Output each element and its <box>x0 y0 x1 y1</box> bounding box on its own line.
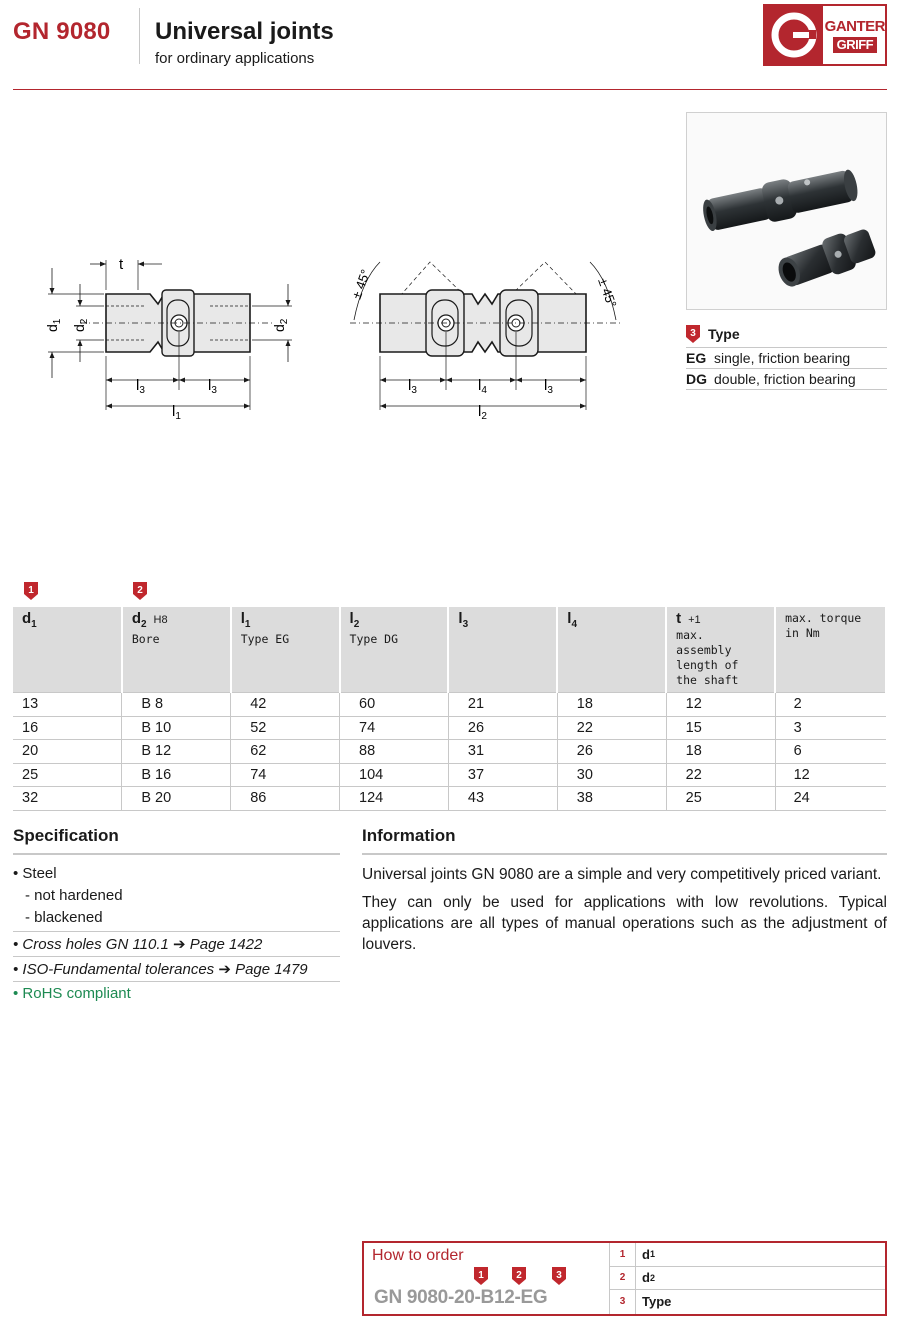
dim-l2: l <box>478 403 482 420</box>
table-row <box>13 693 886 717</box>
dim-l3-right: l <box>208 377 212 394</box>
cell: 74 <box>340 716 449 740</box>
cell: 31 <box>448 740 557 764</box>
dim-angle-right: ± 45° <box>595 275 620 310</box>
ganter-logo <box>763 4 887 66</box>
order-row-3 <box>610 1290 885 1314</box>
cell: 6 <box>775 740 886 764</box>
cell: 74 <box>231 763 340 787</box>
type-text-dg: double, friction bearing <box>714 371 856 387</box>
header <box>13 0 887 90</box>
order-row-number: 1 <box>610 1243 636 1266</box>
order-row-number: 2 <box>610 1267 636 1290</box>
cell: 12 <box>775 763 886 787</box>
cell: 42 <box>231 693 340 717</box>
svg-text:3: 3 <box>690 328 696 339</box>
cell: B 8 <box>122 693 231 717</box>
header-l4: $l_4$ <box>557 607 666 693</box>
order-row-label: Type <box>642 1294 672 1310</box>
svg-text:d1 <box>44 318 63 332</box>
cell: 43 <box>448 787 557 811</box>
order-marker-2-icon <box>512 1267 526 1285</box>
information-title: Information <box>362 826 887 855</box>
page-title: Universal joints <box>155 18 334 45</box>
type-heading-label: Type <box>708 326 740 342</box>
cell: 88 <box>340 740 449 764</box>
svg-text:1: 1 <box>28 585 34 596</box>
cell: 52 <box>231 716 340 740</box>
cell: 22 <box>557 716 666 740</box>
spec-tolerances-link[interactable]: • ISO-Fundamental tolerances ➔ Page 1479 <box>13 957 340 982</box>
order-code-example: GN 9080-20-B12-EG <box>374 1287 548 1308</box>
type-code-dg: DG <box>686 371 707 387</box>
header-d2: $d_2$ H8 Bore <box>122 607 231 693</box>
header-divider <box>139 8 140 64</box>
dim-double-l4: l <box>478 377 482 394</box>
cell: 25 <box>13 763 122 787</box>
order-row-label: d 1 <box>642 1246 655 1262</box>
spec-cross-holes-link[interactable]: • Cross holes GN 110.1 ➔ Page 1422 <box>13 932 340 957</box>
cell: 16 <box>13 716 122 740</box>
svg-text:1: 1 <box>478 1270 484 1281</box>
type-legend-heading <box>686 325 887 348</box>
spec-material-sub1: - not hardened <box>25 887 123 904</box>
information-section <box>362 826 887 955</box>
cell: 2 <box>775 693 886 717</box>
cell: 37 <box>448 763 557 787</box>
page-subtitle: for ordinary applications <box>155 50 315 67</box>
spec-material-sub2: - blackened <box>25 909 103 926</box>
table-column-markers <box>13 580 887 604</box>
logo-mark-icon <box>765 6 823 64</box>
logo-line2: GRIFF <box>833 37 878 53</box>
drawing-single-joint <box>40 250 300 430</box>
header-d1: $d_1$ <box>13 607 122 693</box>
logo-line1: GANTER <box>824 17 885 35</box>
table-row <box>13 787 886 811</box>
dim-d2-right-sub: 2 <box>279 318 290 325</box>
cell: 30 <box>557 763 666 787</box>
cell: 21 <box>448 693 557 717</box>
information-paragraph-1: Universal joints GN 9080 are a simple and very competitively priced variant. <box>362 866 882 883</box>
type-row-dg <box>686 369 887 390</box>
drawing-double-joint <box>340 250 630 430</box>
cell: 20 <box>13 740 122 764</box>
specification-title: Specification <box>13 826 340 855</box>
dim-d1-sub: 1 <box>52 318 63 325</box>
svg-text:2: 2 <box>137 585 143 596</box>
dim-l3-left-sub: 3 <box>139 385 145 396</box>
dim-d2-right: d <box>271 324 287 332</box>
order-row-1 <box>610 1243 885 1267</box>
table-row <box>13 740 886 764</box>
marker-2-icon <box>133 582 147 600</box>
dim-double-l4-sub: 4 <box>481 385 487 396</box>
order-title: How to order <box>372 1247 464 1264</box>
svg-text:2: 2 <box>516 1270 522 1281</box>
svg-text:3: 3 <box>556 1270 562 1281</box>
cell: 38 <box>557 787 666 811</box>
spec-rohs: • RoHS compliant <box>13 985 131 1002</box>
cell: 32 <box>13 787 122 811</box>
cell: 60 <box>340 693 449 717</box>
dim-double-l3-right: l <box>544 377 548 394</box>
dim-double-l3-left-sub: 3 <box>411 385 417 396</box>
spec-material <box>13 855 340 932</box>
table-header-row <box>13 607 886 693</box>
dim-d2-left: d <box>71 324 87 332</box>
marker-1-icon <box>24 582 38 600</box>
header-torque: max. torque in Nm <box>775 607 886 693</box>
cell: 26 <box>557 740 666 764</box>
header-t: t +1 max. assembly length of the shaft <box>666 607 775 693</box>
dim-d1: d <box>44 324 60 332</box>
svg-text:d2 <box>71 318 90 332</box>
type-text-eg: single, friction bearing <box>714 350 851 366</box>
dimensions-table <box>13 607 887 811</box>
cell: B 10 <box>122 716 231 740</box>
dim-double-l3-left: l <box>408 377 412 394</box>
cell: 3 <box>775 716 886 740</box>
information-paragraph-2: They can only be used for applications with low revolutions. Typical applications are all types of manual operations such as the adjustment of louvers. <box>362 894 887 953</box>
table-row <box>13 763 886 787</box>
order-marker-3-icon <box>552 1267 566 1285</box>
cell: 18 <box>557 693 666 717</box>
svg-text:d2 <box>271 318 290 332</box>
product-code: GN 9080 <box>13 18 111 45</box>
dim-angle-left: ± 45° <box>348 267 374 302</box>
header-l2: $l_2$ Type DG <box>340 607 449 693</box>
how-to-order-box <box>362 1241 887 1316</box>
cell: 104 <box>340 763 449 787</box>
dim-l3-left: l <box>136 377 140 394</box>
cell: 86 <box>231 787 340 811</box>
cell: 24 <box>775 787 886 811</box>
product-photo <box>686 112 887 310</box>
cell: 26 <box>448 716 557 740</box>
type-row-eg <box>686 348 887 369</box>
cell: B 12 <box>122 740 231 764</box>
table-row <box>13 716 886 740</box>
dim-l3-right-sub: 3 <box>211 385 217 396</box>
cell: 13 <box>13 693 122 717</box>
cell: B 20 <box>122 787 231 811</box>
cell: 18 <box>666 740 775 764</box>
cell: 22 <box>666 763 775 787</box>
dim-l1: l <box>172 403 176 420</box>
cell: 62 <box>231 740 340 764</box>
spec-material-label: • Steel <box>13 865 57 882</box>
dim-double-l3-right-sub: 3 <box>547 385 553 396</box>
cell: 124 <box>340 787 449 811</box>
dim-t: t <box>119 256 124 273</box>
order-row-2 <box>610 1267 885 1291</box>
cell: B 16 <box>122 763 231 787</box>
dim-l2-sub: 2 <box>481 411 487 422</box>
cell: 15 <box>666 716 775 740</box>
marker-3-icon <box>686 325 700 343</box>
type-code-eg: EG <box>686 350 707 366</box>
type-legend <box>686 325 887 390</box>
dim-l1-sub: 1 <box>175 411 181 422</box>
specification-section <box>13 826 340 1005</box>
cell: 25 <box>666 787 775 811</box>
dim-d2-left-sub: 2 <box>79 318 90 325</box>
order-row-label: d 2 <box>642 1270 655 1286</box>
header-l1: $l_1$ Type EG <box>231 607 340 693</box>
order-marker-1-icon <box>474 1267 488 1285</box>
header-l3: $l_3$ <box>448 607 557 693</box>
order-row-number: 3 <box>610 1290 636 1314</box>
cell: 12 <box>666 693 775 717</box>
